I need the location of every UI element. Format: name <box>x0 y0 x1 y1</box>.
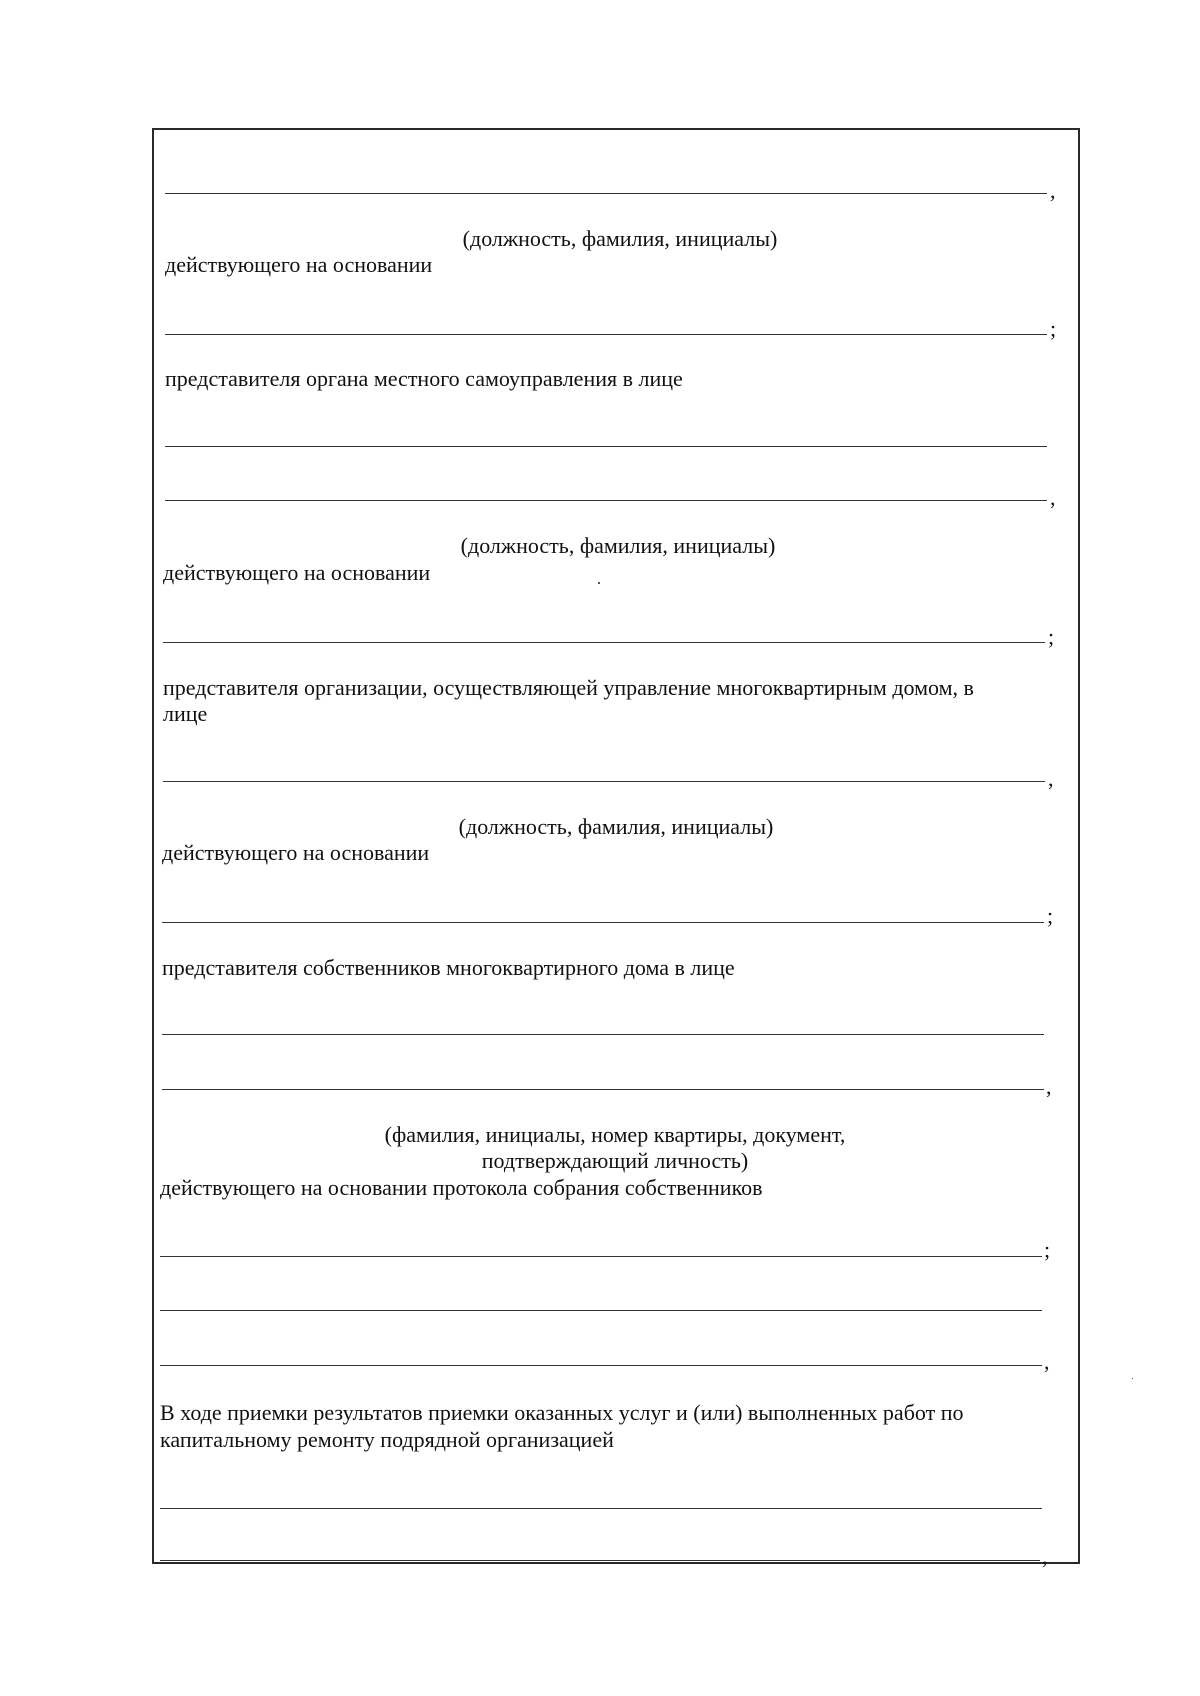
punct-comma: , <box>1042 1544 1048 1569</box>
punct-semicolon: ; <box>1044 1237 1051 1262</box>
fill-line-owners-1[interactable] <box>162 1034 1044 1035</box>
punct-comma: , <box>1048 766 1054 791</box>
acting-basis-label: действующего на основании <box>165 252 433 277</box>
punct-semicolon: ; <box>1050 316 1057 341</box>
fill-line-protocol-2[interactable] <box>160 1310 1042 1311</box>
caption-position: (должность, фамилия, инициалы) <box>462 226 778 251</box>
acceptance-statement: В ходе приемки результатов приемки оказанных услуг и (или) выполненных работ по <box>160 1400 964 1425</box>
fill-line-acceptance-1[interactable] <box>160 1508 1042 1509</box>
punct-semicolon: ; <box>1047 903 1054 928</box>
acting-basis-label: действующего на основании <box>162 840 430 865</box>
caption-position: (должность, фамилия, инициалы) <box>458 814 774 839</box>
fill-line-protocol-1[interactable] <box>160 1256 1042 1257</box>
punct-comma: , <box>1050 178 1056 203</box>
punct-comma: , <box>1050 485 1056 510</box>
punct-comma: , <box>1044 1349 1050 1374</box>
rep-management-org-label-cont: лице <box>163 701 208 726</box>
scan-speck <box>598 582 600 584</box>
fill-line-basis[interactable] <box>165 334 1047 335</box>
punct-semicolon: ; <box>1048 624 1055 649</box>
punct-comma: , <box>1046 1074 1052 1099</box>
acting-basis-protocol-label: действующего на основании протокола собрания собственников <box>160 1175 763 1200</box>
acceptance-statement-cont: капитальному ремонту подрядной организацией <box>160 1427 614 1452</box>
caption-owner-details-cont: подтверждающий личность) <box>481 1148 749 1173</box>
fill-line-basis[interactable] <box>163 642 1045 643</box>
fill-line-acceptance-2[interactable] <box>160 1560 1040 1561</box>
fill-line-basis[interactable] <box>162 922 1044 923</box>
fill-line-management-org[interactable] <box>163 781 1045 782</box>
caption-owner-details: (фамилия, инициалы, номер квартиры, документ, <box>384 1122 846 1147</box>
caption-position: (должность, фамилия, инициалы) <box>460 533 776 558</box>
fill-line-owners-2[interactable] <box>162 1089 1044 1090</box>
rep-local-gov-label: представителя органа местного самоуправления в лице <box>165 366 683 391</box>
rep-owners-label: представителя собственников многоквартирного дома в лице <box>162 955 735 980</box>
fill-line-local-gov-1[interactable] <box>165 446 1047 447</box>
fill-line-position[interactable] <box>165 193 1047 194</box>
acting-basis-label: действующего на основании <box>163 560 431 585</box>
fill-line-local-gov-2[interactable] <box>165 500 1047 501</box>
rep-management-org-label: представителя организации, осуществляющей управление многоквартирным домом, в <box>163 675 974 700</box>
scan-speck <box>1132 1378 1133 1379</box>
fill-line-protocol-3[interactable] <box>160 1365 1042 1366</box>
